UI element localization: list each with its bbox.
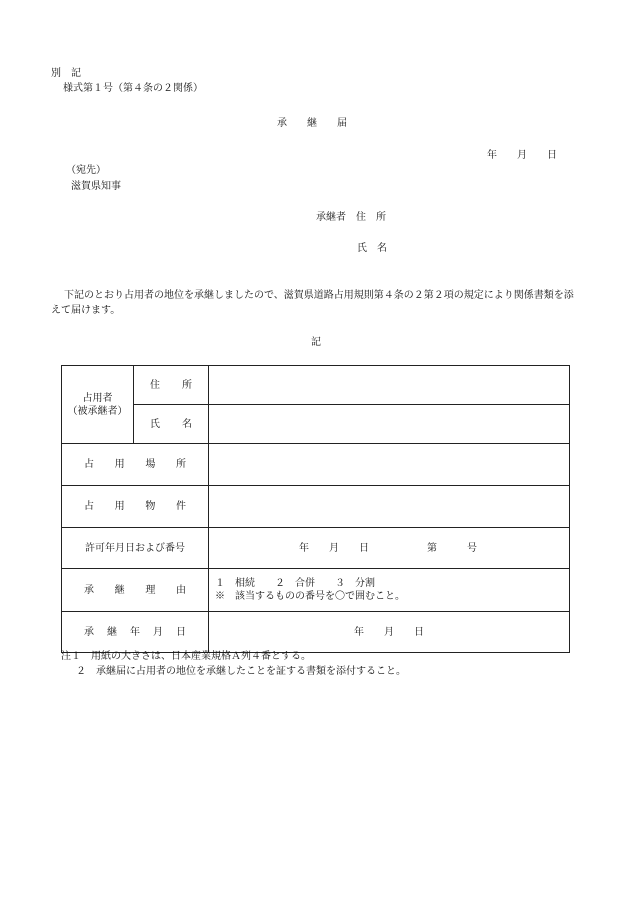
table-row bbox=[62, 612, 570, 653]
occupancy-object-field[interactable] bbox=[209, 486, 570, 528]
occupant-sublabel: （被承継者） bbox=[67, 405, 128, 417]
object-label-cell: 占 用 物 件 bbox=[62, 486, 209, 528]
table-row bbox=[62, 528, 570, 569]
addressee-prefix: （宛先） bbox=[66, 165, 106, 176]
document-title: 承 継 届 bbox=[277, 118, 347, 129]
reason-options: １ 相続 ２ 合併 ３ 分割 bbox=[215, 578, 375, 589]
permit-label-cell bbox=[62, 528, 209, 569]
table-row bbox=[62, 569, 570, 612]
succession-date-label-cell: 承 継 年 月 日 bbox=[62, 612, 209, 653]
table-row bbox=[62, 486, 570, 528]
form-number: 様式第１号（第４条の２関係） bbox=[63, 83, 203, 94]
successor-address-label: 承継者 住 所 bbox=[316, 212, 386, 223]
date-line: 年 月 日 bbox=[487, 150, 557, 161]
succession-form-table bbox=[61, 365, 570, 653]
succession-date-field[interactable] bbox=[209, 612, 570, 653]
address-label-cell: 住 所 bbox=[134, 366, 209, 405]
occupant-label-cell bbox=[62, 366, 134, 444]
permit-label: 許可年月日および番号 bbox=[85, 542, 185, 554]
body-text-line2: えて届けます。 bbox=[51, 305, 121, 316]
name-label-cell: 氏 名 bbox=[134, 405, 209, 444]
reason-label-cell: 承 継 理 由 bbox=[62, 569, 209, 612]
body-text-line1: 下記のとおり占用者の地位を承継しましたので、滋賀県道路占用規則第４条の２第２項の規定により関係書類を添 bbox=[64, 290, 574, 301]
table-row bbox=[62, 405, 570, 444]
table-row bbox=[62, 444, 570, 486]
note-1: 注１ 用紙の大きさは、日本産業規格Ａ列４番とする。 bbox=[61, 651, 311, 662]
note-2: ２ 承継届に占用者の地位を承継したことを証する書類を添付すること。 bbox=[76, 666, 406, 677]
place-label-cell: 占 用 場 所 bbox=[62, 444, 209, 486]
permit-date-value: 年 月 日 bbox=[299, 542, 369, 554]
successor-name-label: 氏 名 bbox=[357, 243, 387, 254]
occupant-address-field[interactable] bbox=[209, 366, 570, 405]
permit-number-value: 第 号 bbox=[427, 542, 477, 554]
bekki-label: 別 記 bbox=[51, 68, 81, 79]
addressee-name: 滋賀県知事 bbox=[71, 181, 121, 192]
occupant-name-field[interactable] bbox=[209, 405, 570, 444]
occupancy-place-field[interactable] bbox=[209, 444, 570, 486]
succession-date-value: 年 月 日 bbox=[354, 626, 424, 638]
table-row bbox=[62, 366, 570, 405]
reason-field[interactable] bbox=[209, 569, 570, 612]
ki-label: 記 bbox=[311, 337, 321, 348]
reason-note: ※ 該当するものの番号を〇で囲むこと。 bbox=[215, 591, 405, 602]
permit-field[interactable] bbox=[209, 528, 570, 569]
occupant-label: 占用者 bbox=[82, 392, 113, 404]
